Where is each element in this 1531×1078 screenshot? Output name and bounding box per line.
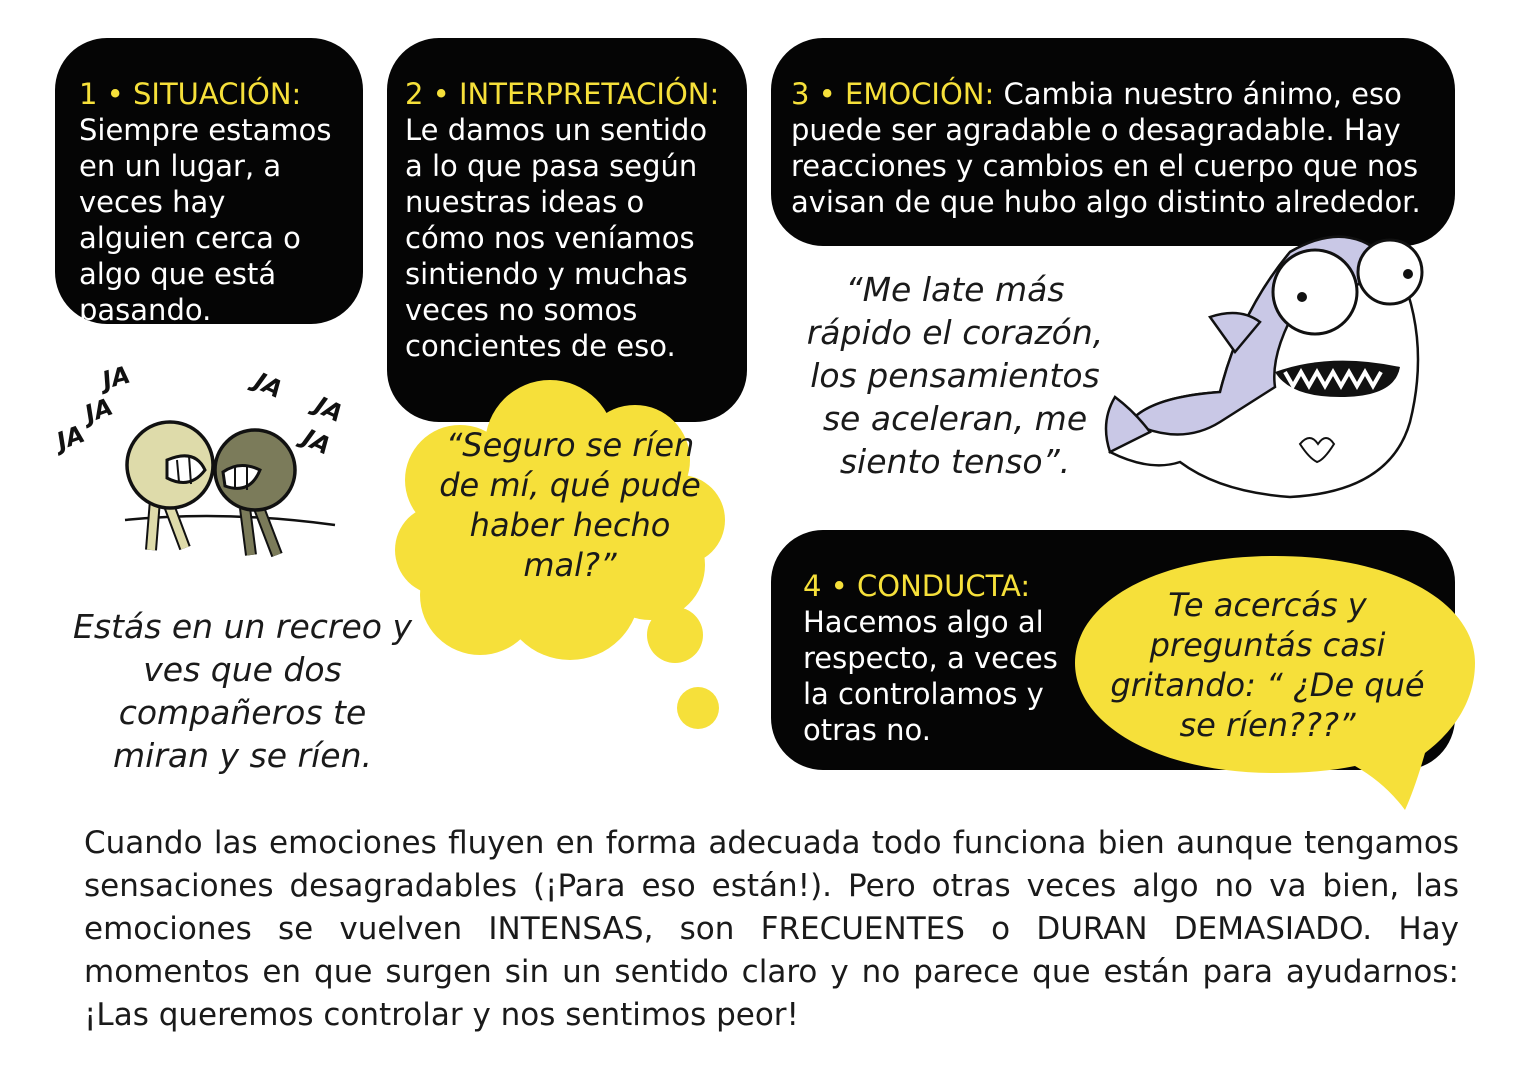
footer-paragraph: Cuando las emociones fluyen en forma adecuada todo funciona bien aunque tengamos sensaciones desagradables (¡Para eso están!). Pero otras veces algo no va bien, las emociones se vuelven INTENSAS, son FRECUENTES o DURAN DEMASIADO. Hay momentos en que surgen sin un sentido claro y no parece que están para ayudarnos: ¡Las queremos controlar y nos sentimos peor! — [84, 825, 1459, 1033]
panel-situacion-text: Siempre estamos en un lugar, a veces hay alguien cerca o algo que está pasando. — [79, 113, 332, 327]
panel-conducta-text: Hacemos algo al respecto, a veces la controlamos y otras no. — [803, 605, 1058, 747]
panel-interpretacion-text: Le damos un sentido a lo que pasa según nuestras ideas o cómo nos veníamos sintiendo y muchas veces no somos concientes de eso. — [405, 113, 708, 363]
panel-situacion — [55, 38, 363, 327]
panel-situacion-heading: 1 • SITUACIÓN: — [79, 77, 302, 111]
laugh-text-6: JA — [298, 423, 336, 461]
emocion-quote: “Me late más rápido el corazón, los pensamientos se aceleran, me siento tenso”. — [806, 270, 1104, 481]
laugh-text-2: JA — [81, 392, 117, 429]
panel-emocion-text: Cambia nuestro ánimo, eso puede ser agradable o desagradable. Hay reacciones y cambios en el cuerpo que nos avisan de que hubo algo distinto alrededor. — [791, 77, 1421, 219]
panel-emocion-heading: 3 • EMOCIÓN: — [791, 77, 995, 111]
thought-bubble-text: “Seguro se ríen de mí, qué pude haber hecho mal?” — [439, 426, 701, 584]
panel-emocion — [771, 38, 1455, 246]
laugh-text-5: JA — [310, 390, 348, 428]
speech-bubble-text: Te acercás y preguntás casi gritando: “ ¿De qué se ríen???” — [1110, 586, 1425, 744]
panel-interpretacion-heading: 2 • INTERPRETACIÓN: — [405, 77, 720, 111]
laugh-text-4: JA — [250, 366, 287, 404]
laugh-text-3: JA — [52, 419, 89, 456]
panel-conducta-heading: 4 • CONDUCTA: — [803, 569, 1031, 603]
shark-illustration — [1090, 222, 1440, 512]
situacion-caption: Estás en un recreo y ves que dos compañeros te miran y se ríen. — [72, 607, 412, 775]
panel-interpretacion — [387, 38, 747, 422]
laughing-kids-illustration — [52, 360, 355, 570]
laugh-text-1: JA — [99, 360, 134, 395]
